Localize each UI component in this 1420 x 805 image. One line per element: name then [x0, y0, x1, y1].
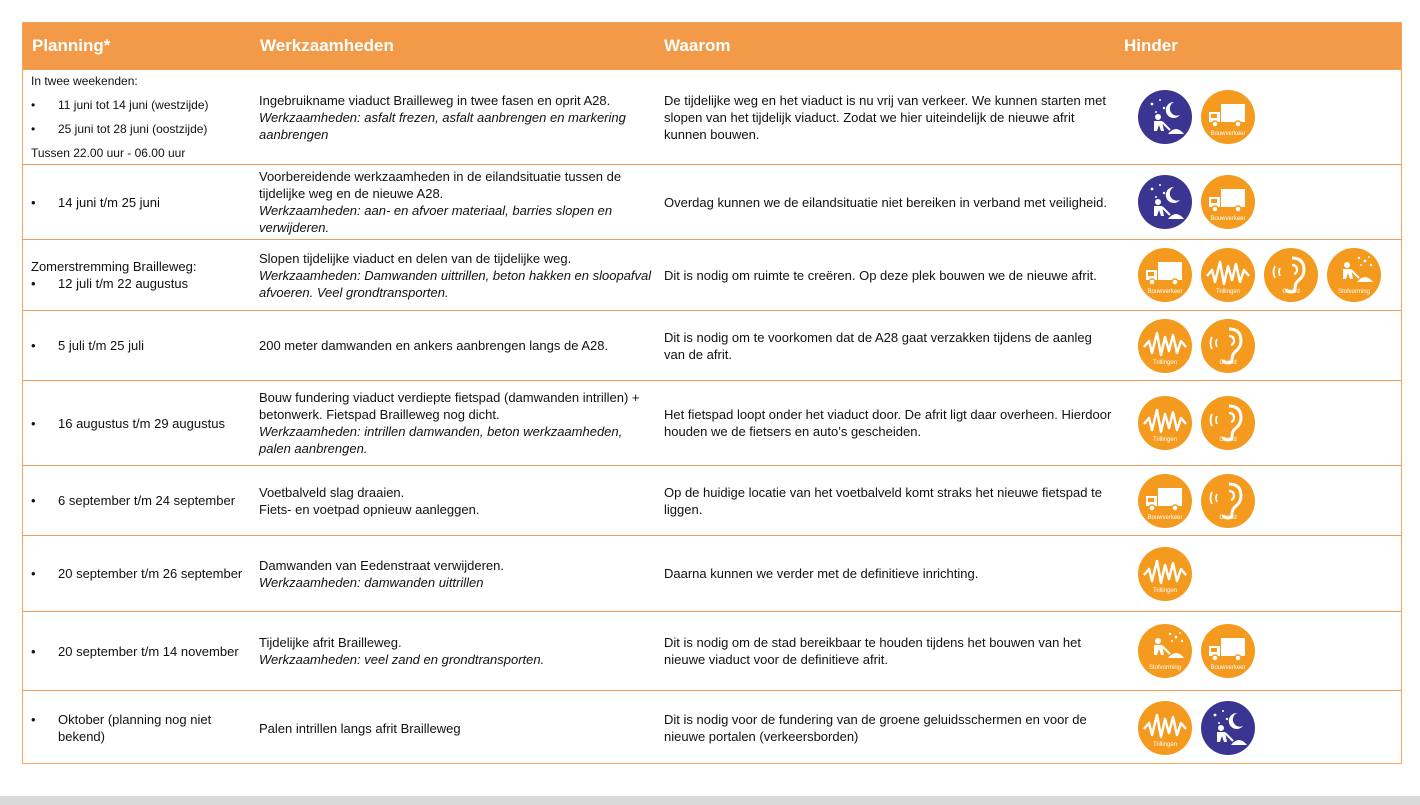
waarom-text: Op de huidige locatie van het voetbalveld komt straks het nieuwe fietspad te liggen.	[664, 484, 1102, 517]
werkzaamheden-cell	[259, 612, 654, 690]
icon-label: Geluid	[1219, 359, 1237, 366]
header-werkzaamheden: Werkzaamheden	[260, 36, 394, 55]
werk-detail: Werkzaamheden: veel zand en grondtransporten.	[259, 652, 545, 667]
hinder-cell	[1138, 381, 1400, 465]
bouwverkeer-icon	[1138, 474, 1192, 528]
planning-cell	[23, 612, 253, 690]
waarom-text: Dit is nodig om de stad bereikbaar te houden tijdens het bouwen van het nieuwe viaduct voor de definitieve afrit.	[664, 635, 1081, 667]
icon-label: Stofvorming	[1337, 289, 1370, 295]
planning-item	[31, 275, 253, 292]
bouwverkeer-icon	[1201, 624, 1255, 678]
geluid-icon	[1201, 396, 1255, 450]
header-hinder: Hinder	[1124, 36, 1178, 55]
werkzaamheden-cell	[259, 311, 654, 380]
planning-item-text: 20 september t/m 26 september	[58, 566, 243, 581]
planning-outro: Tussen 22.00 uur - 06.00 uur	[31, 146, 186, 160]
planning-item-text: 25 juni tot 28 juni (oostzijde)	[58, 122, 208, 136]
waarom-text: Dit is nodig voor de fundering van de groene geluidsschermen en voor de nieuwe portalen (verkeersborden)	[664, 712, 1087, 744]
planning-cell	[23, 70, 253, 164]
page-bottom-bar	[0, 796, 1420, 805]
planning-cell	[23, 311, 253, 380]
icon-label: Trillingen	[1152, 437, 1178, 443]
waarom-text: Overdag kunnen we de eilandsituatie niet bereiken in verband met veiligheid.	[664, 194, 1108, 210]
icon-label: Geluid	[1219, 437, 1237, 443]
icon-label: Geluid	[1282, 289, 1300, 295]
planning-item-text: 16 augustus t/m 29 augustus	[58, 415, 225, 431]
planning-cell	[23, 466, 253, 535]
bullet-icon: •	[31, 276, 36, 291]
planning-item-text: 20 september t/m 14 november	[58, 643, 239, 659]
table-row	[23, 690, 1401, 765]
hinder-cell	[1138, 165, 1400, 239]
bullet-icon: •	[31, 643, 36, 659]
planning-cell	[23, 536, 253, 611]
hinder-cell	[1138, 311, 1400, 380]
table-row	[23, 380, 1401, 465]
waarom-cell	[664, 536, 1114, 611]
waarom-cell	[664, 311, 1114, 380]
table-row	[23, 310, 1401, 380]
werkzaamheden-cell	[259, 381, 654, 465]
geluid-icon	[1264, 248, 1318, 302]
waarom-text: Daarna kunnen we verder met de definitieve inrichting.	[664, 566, 979, 581]
trillingen-icon	[1138, 701, 1192, 755]
werkzaamheden-cell	[259, 691, 654, 765]
bouwverkeer-icon	[1201, 90, 1255, 144]
table-header	[23, 23, 1401, 69]
planning-item-text: 14 juni t/m 25 juni	[58, 194, 160, 210]
werk-detail: Werkzaamheden: Damwanden uittrillen, beton hakken en sloopafval afvoeren. Veel grondtransporten.	[259, 267, 652, 300]
hinder-cell	[1138, 612, 1400, 690]
bullet-icon: •	[31, 712, 36, 727]
waarom-cell	[664, 165, 1114, 239]
werk-text: Slopen tijdelijke viaduct en delen van de tijdelijke weg.	[259, 250, 572, 266]
bouwverkeer-icon	[1201, 175, 1255, 229]
werk-text: Voetbalveld slag draaien. Fiets- en voetpad opnieuw aanleggen.	[259, 484, 480, 517]
stofvorming-icon	[1327, 248, 1381, 302]
table-row	[23, 535, 1401, 611]
header-planning: Planning*	[32, 36, 111, 55]
table-row	[23, 69, 1401, 164]
table-row	[23, 239, 1401, 310]
werk-detail: Werkzaamheden: intrillen damwanden, beton werkzaamheden, palen aanbrengen.	[259, 424, 623, 456]
werk-detail: Werkzaamheden: damwanden uittrillen	[259, 574, 484, 590]
werkzaamheden-cell	[259, 165, 654, 239]
table-row	[23, 465, 1401, 535]
hinder-cell	[1138, 70, 1400, 164]
werk-detail: Werkzaamheden: asfalt frezen, asfalt aanbrengen en markering aanbrengen	[259, 109, 626, 142]
icon-label: Bouwverkeer	[1210, 665, 1246, 671]
geluid-icon	[1201, 319, 1255, 373]
nacht-werk-icon	[1138, 175, 1192, 229]
waarom-text: De tijdelijke weg en het viaduct is nu vrij van verkeer. We kunnen starten met slopen van het tijdelijk viaduct. Zodat we hier uiteindelijk de nieuwe afrit kunnen bouwen.	[664, 92, 1106, 142]
icon-label: Trillingen	[1215, 289, 1241, 295]
waarom-text: Het fietspad loopt onder het viaduct door. De afrit ligt daar overheen. Hierdoor houden we de fietsers en auto’s gescheiden.	[664, 407, 1112, 439]
planning-item	[31, 492, 253, 509]
nacht-werk-icon	[1138, 90, 1192, 144]
icon-label: Bouwverkeer	[1210, 216, 1246, 222]
trillingen-icon	[1201, 248, 1255, 302]
planning-item	[31, 565, 253, 582]
trillingen-icon	[1138, 396, 1192, 450]
hinder-cell	[1138, 466, 1400, 535]
werk-text: Ingebruikname viaduct Brailleweg in twee fasen en oprit A28.	[259, 92, 611, 108]
planning-item-text: Oktober (planning nog niet bekend)	[58, 712, 212, 744]
icon-label: Trillingen	[1152, 587, 1178, 594]
bullet-icon: •	[31, 493, 36, 508]
icon-label: Stofvorming	[1148, 665, 1181, 671]
geluid-icon	[1201, 474, 1255, 528]
icon-label: Geluid	[1219, 514, 1237, 521]
hinder-cell	[1138, 240, 1400, 310]
waarom-cell	[664, 612, 1114, 690]
waarom-text: Dit is nodig om ruimte te creëren. Op deze plek bouwen we de nieuwe afrit.	[664, 267, 1097, 283]
header-waarom: Waarom	[664, 36, 731, 55]
planning-cell	[23, 165, 253, 239]
planning-item	[31, 711, 253, 745]
werk-text: Tijdelijke afrit Brailleweg.	[259, 635, 402, 650]
werk-detail: Werkzaamheden: aan- en afvoer materiaal, barries slopen en verwijderen.	[259, 203, 613, 235]
bullet-icon: •	[31, 566, 36, 581]
icon-label: Trillingen	[1152, 742, 1178, 748]
planning-cell	[23, 381, 253, 465]
bullet-icon: •	[31, 98, 36, 112]
planning-intro: Zomerstremming Brailleweg:	[31, 259, 197, 274]
waarom-text: Dit is nodig om te voorkomen dat de A28 gaat verzakken tijdens de aanleg van de afrit.	[664, 329, 1092, 362]
werk-text: Bouw fundering viaduct verdiepte fietspad (damwanden intrillen) + betonwerk. Fietspad Brailleweg nog dicht.	[259, 390, 640, 422]
werk-text: Voorbereidende werkzaamheden in de eilandsituatie tussen de tijdelijke weg en de nieuwe A28.	[259, 169, 622, 201]
planning-item	[31, 643, 253, 660]
planning-item	[31, 337, 253, 354]
table-row	[23, 611, 1401, 690]
werk-text: 200 meter damwanden en ankers aanbrengen langs de A28.	[259, 338, 609, 353]
icon-label: Trillingen	[1152, 359, 1178, 366]
stofvorming-icon	[1138, 624, 1192, 678]
werkzaamheden-cell	[259, 536, 654, 611]
planning-cell	[23, 691, 253, 765]
planning-item	[31, 117, 253, 141]
trillingen-icon	[1138, 319, 1192, 373]
werkzaamheden-cell	[259, 70, 654, 164]
bullet-icon: •	[31, 415, 36, 431]
werk-text: Palen intrillen langs afrit Brailleweg	[259, 720, 461, 736]
planning-item-text: 6 september t/m 24 september	[58, 493, 236, 508]
werkzaamheden-cell	[259, 466, 654, 535]
planning-cell	[23, 240, 253, 310]
werk-text: Damwanden van Eedenstraat verwijderen.	[259, 557, 504, 573]
waarom-cell	[664, 240, 1114, 310]
planning-intro: In twee weekenden:	[31, 74, 138, 88]
planning-item-text: 11 juni tot 14 juni (westzijde)	[58, 98, 209, 112]
bullet-icon: •	[31, 194, 36, 210]
bullet-icon: •	[31, 338, 36, 353]
waarom-cell	[664, 466, 1114, 535]
planning-item	[31, 194, 253, 211]
planning-item	[31, 415, 253, 432]
bullet-icon: •	[31, 122, 36, 136]
bouwverkeer-icon	[1138, 248, 1192, 302]
icon-label: Bouwverkeer	[1147, 289, 1183, 295]
planning-item-text: 12 juli t/m 22 augustus	[58, 276, 189, 291]
table-row	[23, 164, 1401, 239]
planning-item	[31, 93, 253, 117]
trillingen-icon	[1138, 547, 1192, 601]
hinder-cell	[1138, 536, 1400, 611]
werkzaamheden-cell	[259, 240, 654, 310]
icon-label: Bouwverkeer	[1210, 131, 1246, 137]
waarom-cell	[664, 691, 1114, 765]
hinder-cell	[1138, 691, 1400, 765]
planning-item-text: 5 juli t/m 25 juli	[58, 338, 144, 353]
nacht-werk-icon	[1201, 701, 1255, 755]
waarom-cell	[664, 381, 1114, 465]
planning-table	[22, 22, 1402, 764]
waarom-cell	[664, 70, 1114, 164]
icon-label: Bouwverkeer	[1147, 514, 1183, 521]
